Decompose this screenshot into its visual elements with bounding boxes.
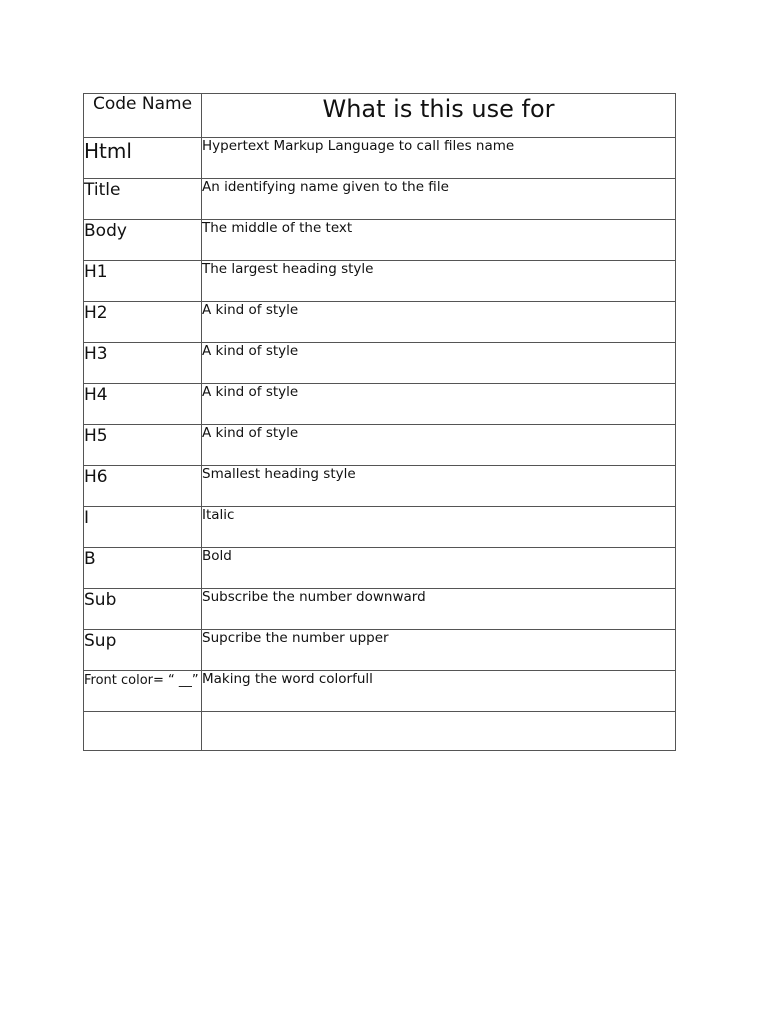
header-code-name: Code Name (84, 94, 202, 138)
code-cell: H3 (84, 343, 202, 384)
use-cell: Bold (202, 548, 676, 589)
use-cell: Italic (202, 507, 676, 548)
table-row (84, 384, 676, 425)
table-row (84, 343, 676, 384)
code-cell: Sup (84, 630, 202, 671)
table-row (84, 261, 676, 302)
code-cell: I (84, 507, 202, 548)
code-cell: Sub (84, 589, 202, 630)
table-row-empty (84, 712, 676, 751)
use-cell: The middle of the text (202, 220, 676, 261)
table-row (84, 179, 676, 220)
code-cell: H6 (84, 466, 202, 507)
use-cell: A kind of style (202, 343, 676, 384)
use-cell: Supcribe the number upper (202, 630, 676, 671)
use-cell: A kind of style (202, 302, 676, 343)
use-cell: A kind of style (202, 425, 676, 466)
use-cell: The largest heading style (202, 261, 676, 302)
code-cell: Body (84, 220, 202, 261)
use-cell: Smallest heading style (202, 466, 676, 507)
code-cell: B (84, 548, 202, 589)
header-use-for: What is this use for (202, 94, 676, 138)
code-cell: Front color= “ __” (84, 671, 202, 712)
use-cell: Subscribe the number downward (202, 589, 676, 630)
code-cell: Html (84, 138, 202, 179)
table-row (84, 425, 676, 466)
code-reference-table (83, 93, 676, 751)
table-row (84, 220, 676, 261)
table-row (84, 548, 676, 589)
table-row (84, 589, 676, 630)
code-cell: Title (84, 179, 202, 220)
code-cell: H4 (84, 384, 202, 425)
table-row (84, 507, 676, 548)
table-row (84, 138, 676, 179)
code-cell: H1 (84, 261, 202, 302)
table-row (84, 671, 676, 712)
use-cell: An identifying name given to the file (202, 179, 676, 220)
table-row (84, 630, 676, 671)
table-row (84, 302, 676, 343)
use-cell: Hypertext Markup Language to call files name (202, 138, 676, 179)
code-cell: H5 (84, 425, 202, 466)
use-cell (202, 712, 676, 751)
table-row (84, 466, 676, 507)
table-header-row (84, 94, 676, 138)
code-cell: H2 (84, 302, 202, 343)
code-cell (84, 712, 202, 751)
use-cell: Making the word colorfull (202, 671, 676, 712)
use-cell: A kind of style (202, 384, 676, 425)
